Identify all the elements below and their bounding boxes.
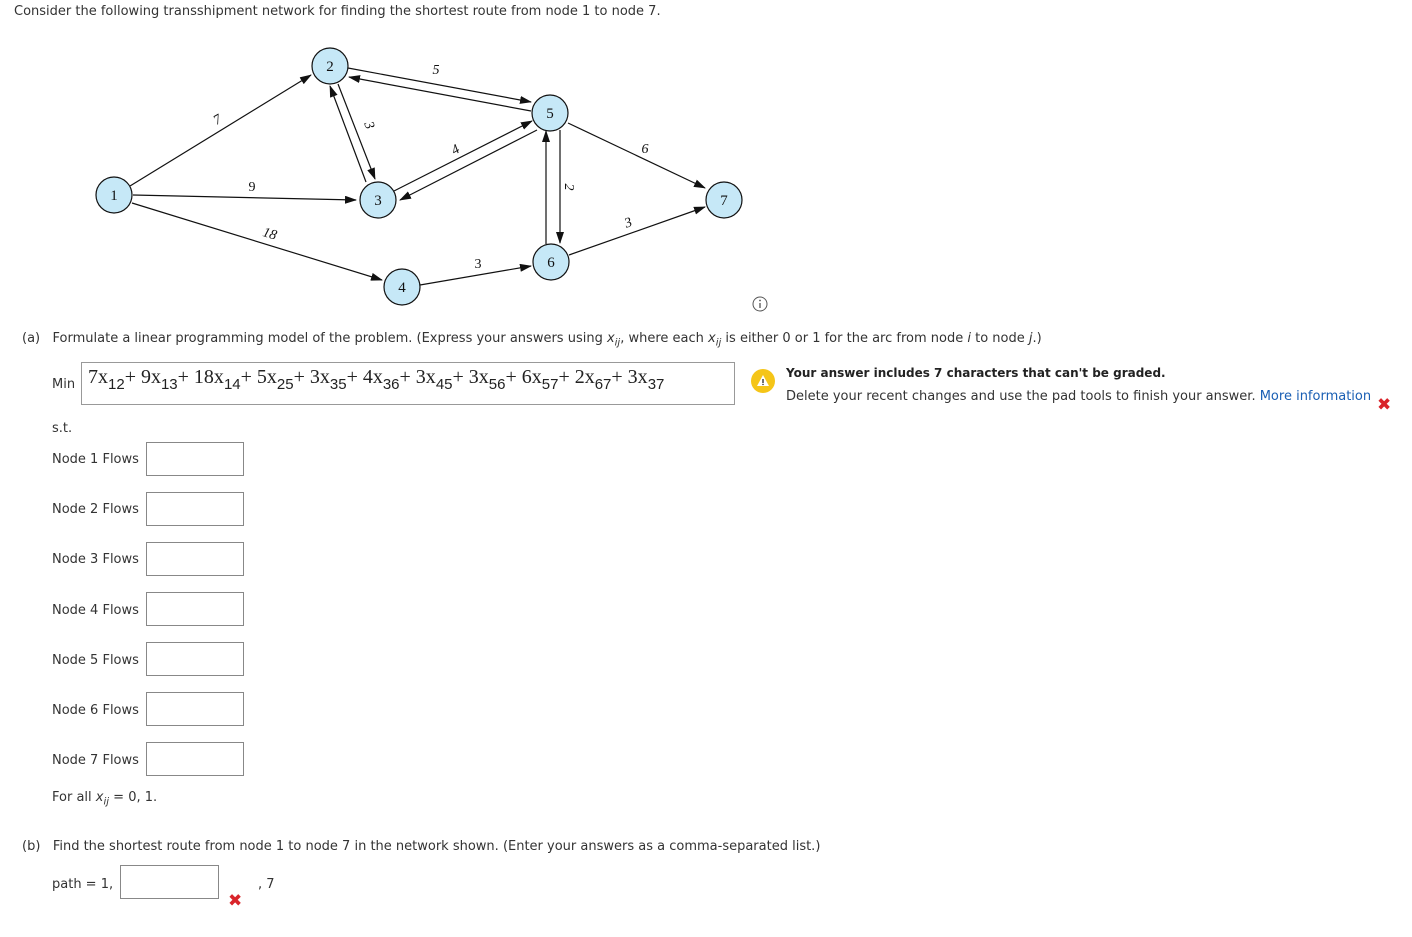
node-1-flows-input[interactable] (146, 442, 244, 476)
incorrect-x-icon: ✖ (1377, 395, 1392, 415)
more-information-link[interactable]: More information (1259, 389, 1372, 404)
for-all-var: x (95, 790, 104, 805)
node-3-flows-label: Node 3 Flows (52, 552, 139, 567)
edge-5-3 (400, 130, 537, 200)
path-label: path = 1, (52, 877, 114, 892)
network-diagram (0, 0, 780, 320)
node-1-label: 1 (110, 188, 118, 204)
edge-6-7 (569, 207, 705, 255)
warning-body (786, 389, 1371, 404)
objective-term-sub: 56 (488, 376, 506, 393)
objective-term-coef: + 3x (611, 366, 648, 388)
node-2-label: 2 (326, 59, 334, 75)
edge-5-7 (568, 123, 705, 188)
part-a-text-3: is either 0 or 1 for the arc from node (721, 331, 968, 346)
part-a-prompt (22, 331, 1042, 349)
objective-term (293, 366, 347, 393)
objective-term-sub: 67 (594, 376, 612, 393)
edge-label-1-4: 18 (260, 225, 279, 244)
part-b-prompt (22, 839, 820, 854)
edge-label-1-2: 7 (210, 112, 225, 129)
for-all-text (52, 790, 157, 808)
var-i: i (967, 331, 971, 346)
intro-text: Consider the following transshipment network for finding the shortest route from node 1 to node 7. (14, 4, 661, 19)
objective-term (240, 366, 294, 393)
edge-3-2 (330, 86, 366, 182)
edge-2-5 (348, 68, 531, 102)
node-5-flows-input[interactable] (146, 642, 244, 676)
edge-label-2-5: 5 (432, 63, 440, 78)
node-2-flows-input[interactable] (146, 492, 244, 526)
part-a-text-2: , where each (620, 331, 709, 346)
warning-body-text: Delete your recent changes and use the pad tools to finish your answer. (786, 389, 1256, 404)
objective-input[interactable] (81, 362, 735, 405)
objective-term-coef: + 9x (124, 366, 161, 388)
edge-5-2 (349, 77, 531, 111)
part-b-text: Find the shortest route from node 1 to node 7 in the network shown. (Enter your answers as a comma-separated list.) (52, 839, 821, 854)
edge-label-4-6: 3 (474, 257, 482, 272)
node-3-flows-input[interactable] (146, 542, 244, 576)
objective-term (452, 366, 506, 393)
node-6-label: 6 (547, 255, 555, 271)
node-4-flows-label: Node 4 Flows (52, 603, 139, 618)
objective-term-sub: 57 (541, 376, 559, 393)
var-j: j (1028, 331, 1033, 346)
edge-label-2-3: 3 (360, 119, 377, 132)
objective-term-sub: 37 (647, 376, 665, 393)
edge-label-1-3: 9 (248, 180, 256, 195)
for-all-sub: ij (103, 796, 110, 808)
node-7-flows-label: Node 7 Flows (52, 753, 139, 768)
var-x: x (606, 331, 615, 346)
min-label: Min (52, 377, 76, 392)
objective-term (88, 366, 125, 393)
warning-title: Your answer includes 7 characters that can't be graded. (786, 366, 1166, 380)
edge-label-5-7: 6 (641, 142, 649, 157)
objective-term-coef: + 3x (399, 366, 436, 388)
node-6-flows-input[interactable] (146, 692, 244, 726)
objective-term-coef: + 18x (177, 366, 224, 388)
for-all-suffix: = 0, 1. (109, 790, 158, 805)
objective-term-coef: + 3x (452, 366, 489, 388)
objective-term-sub: 13 (160, 376, 178, 393)
edge-1-2 (130, 75, 311, 186)
part-a-text-1: Formulate a linear programming model of the problem. (Express your answers using (52, 331, 607, 346)
edge-label-5-6: 2 (561, 183, 576, 191)
edge-2-3 (338, 84, 375, 179)
objective-term-coef: 7x (88, 366, 108, 388)
objective-term (611, 366, 665, 393)
objective-term (505, 366, 559, 393)
part-a-text-5: .) (1032, 331, 1042, 346)
objective-term (346, 366, 400, 393)
part-a-tag: (a) (22, 331, 41, 346)
edge-3-5 (394, 121, 532, 191)
part-b-tag: (b) (22, 839, 41, 854)
node-6-flows-label: Node 6 Flows (52, 703, 139, 718)
objective-term-coef: + 2x (558, 366, 595, 388)
edge-label-6-7: 3 (622, 215, 635, 232)
var-sub: ij (614, 337, 621, 349)
objective-term-coef: + 3x (293, 366, 330, 388)
objective-term-sub: 12 (108, 376, 125, 393)
node-7-label: 7 (720, 193, 728, 209)
objective-term (177, 366, 241, 393)
var-sub-2: ij (715, 337, 722, 349)
objective-term (558, 366, 612, 393)
node-4-flows-input[interactable] (146, 592, 244, 626)
objective-term-sub: 25 (276, 376, 294, 393)
path-end: , 7 (258, 877, 275, 892)
var-x-2: x (708, 331, 716, 346)
for-all-prefix: For all (52, 790, 96, 805)
edge-1-3 (133, 195, 356, 200)
objective-term-sub: 14 (223, 376, 241, 393)
objective-term-coef: + 4x (346, 366, 383, 388)
objective-term-coef: + 5x (240, 366, 277, 388)
node-7-flows-input[interactable] (146, 742, 244, 776)
objective-term-sub: 35 (329, 376, 347, 393)
node-5-label: 5 (546, 106, 554, 122)
part-a-text-4: to node (970, 331, 1029, 346)
edge-label-3-5: 4 (448, 142, 463, 159)
objective-term-coef: + 6x (505, 366, 542, 388)
node-5-flows-label: Node 5 Flows (52, 653, 139, 668)
st-label: s.t. (52, 421, 73, 436)
edge-1-4 (132, 203, 382, 280)
node-2-flows-label: Node 2 Flows (52, 502, 139, 517)
node-4-label: 4 (398, 280, 406, 296)
node-1-flows-label: Node 1 Flows (52, 452, 139, 467)
path-incorrect-x-icon: ✖ (228, 891, 243, 911)
objective-term (399, 366, 453, 393)
objective-term-sub: 45 (435, 376, 453, 393)
objective-term-sub: 36 (382, 376, 400, 393)
info-circle-icon (753, 297, 767, 311)
path-input[interactable] (120, 865, 219, 899)
node-3-label: 3 (374, 193, 382, 209)
objective-term (124, 366, 178, 393)
warning-icon (751, 369, 775, 393)
